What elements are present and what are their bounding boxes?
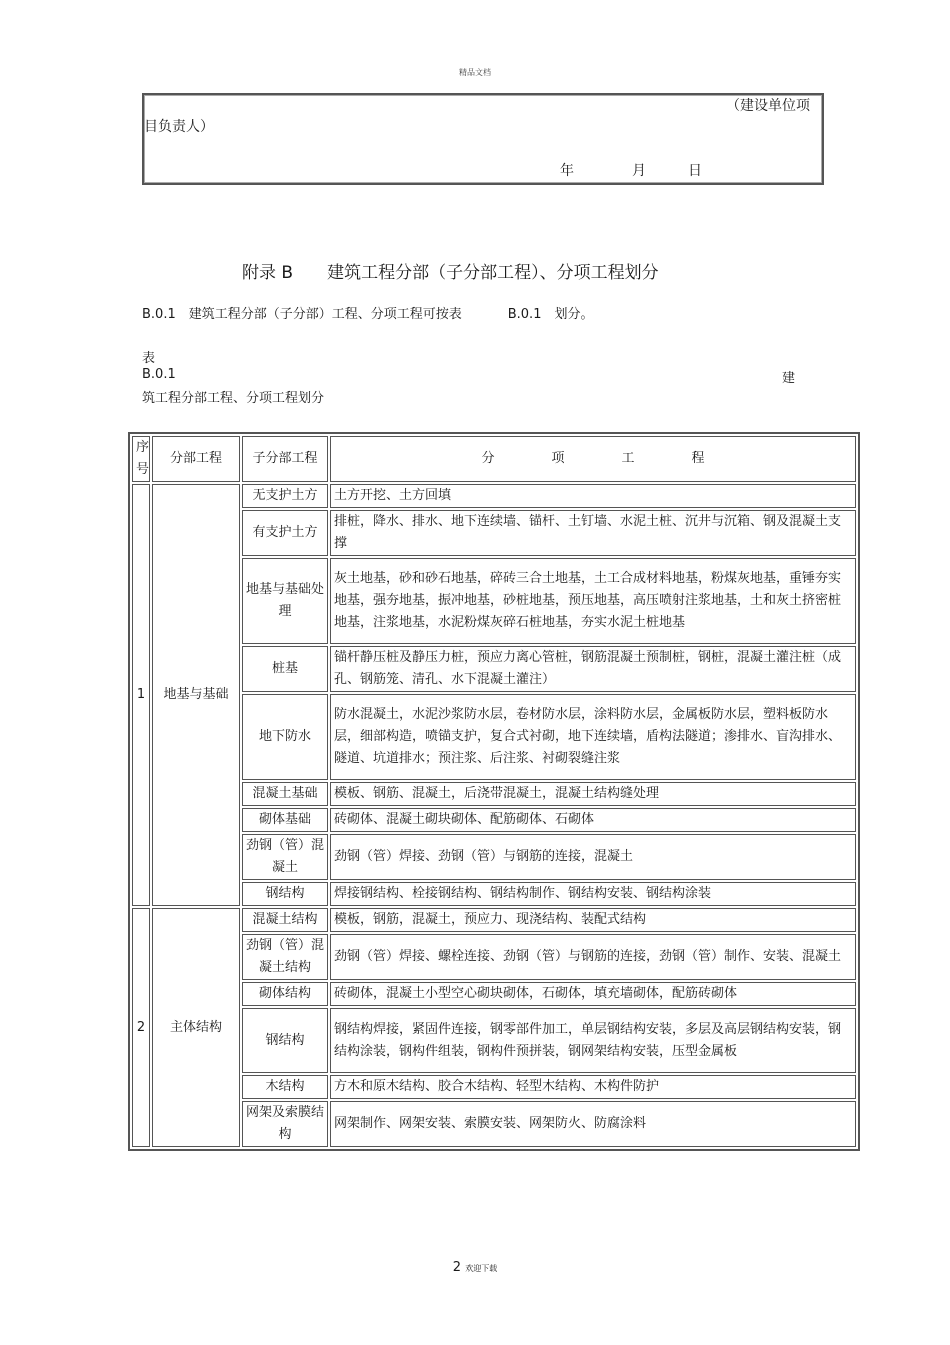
table-row: [132, 908, 856, 932]
table-caption-text: 筑工程分部工程、分项工程划分: [142, 391, 325, 406]
date-day-label: 日: [688, 163, 702, 179]
table-row: [132, 808, 856, 832]
subdivision-cell: 钢结构: [242, 882, 328, 906]
table-row: [132, 1075, 856, 1099]
subdivision-cell: 混凝土结构: [242, 908, 328, 932]
items-cell: 劲钢（管）焊接、螺栓连接、劲钢（管）与钢筋的连接，劲钢（管）制作、安装、混凝土: [330, 934, 856, 980]
subdivision-cell: 砌体结构: [242, 982, 328, 1006]
signer-label-line1: （建设单位项: [726, 98, 810, 114]
header-items-char: 项: [551, 451, 565, 466]
table-row: [132, 982, 856, 1006]
header-items-char: 分: [481, 451, 495, 466]
table-row: [132, 834, 856, 880]
items-cell: 排桩，降水、排水、地下连续墙、锚杆、土钉墙、水泥土桩、沉井与沉箱、钢及混凝土支撑: [330, 510, 856, 556]
header-items-char: 工: [621, 451, 635, 466]
subdivision-cell: 劲钢（管）混凝土: [242, 834, 328, 880]
intro-part1: B.0.1 建筑工程分部（子分部）工程、分项工程可按表: [142, 307, 462, 322]
items-cell: 模板，钢筋，混凝土，预应力、现浇结构、装配式结构: [330, 908, 856, 932]
table-caption-jian: 建: [782, 371, 796, 386]
table-row: [132, 510, 856, 556]
group-division: 地基与基础: [152, 484, 240, 906]
table-row: [132, 882, 856, 906]
items-cell: 模板、钢筋、混凝土，后浇带混凝土，混凝土结构缝处理: [330, 782, 856, 806]
header-division: 分部工程: [152, 436, 240, 482]
table-row: [132, 646, 856, 692]
items-cell: 锚杆静压桩及静压力桩，预应力离心管桩，钢筋混凝土预制桩，钢桩，混凝土灌注桩（成孔、钢筋笼、清孔、水下混凝土灌注）: [330, 646, 856, 692]
subdivision-cell: 劲钢（管）混凝土结构: [242, 934, 328, 980]
date-month-label: 月: [632, 163, 646, 179]
subdivision-cell: 砌体基础: [242, 808, 328, 832]
appendix-title-text: 建筑工程分部（子分部工程）、分项工程划分: [327, 263, 659, 283]
table-row: [132, 934, 856, 980]
subdivision-cell: 混凝土基础: [242, 782, 328, 806]
table-row: [132, 694, 856, 780]
items-cell: 灰土地基，砂和砂石地基，碎砖三合土地基，土工合成材料地基，粉煤灰地基，重锤夯实地基，强夯地基，振冲地基，砂桩地基，预压地基，高压喷射注浆地基，土和灰土挤密桩地基，注浆地基，水泥粉煤灰碎石桩地基，夯实水泥土桩地基: [330, 558, 856, 644]
header-items: [330, 436, 856, 482]
appendix-title: [242, 258, 659, 283]
footer-note: 欢迎下载: [465, 1264, 498, 1273]
items-cell: 砖砌体，混凝土小型空心砌块砌体，石砌体，填充墙砌体，配筋砖砌体: [330, 982, 856, 1006]
table-header-row: [132, 436, 856, 482]
subdivision-cell: 有支护土方: [242, 510, 328, 556]
date-year-label: 年: [560, 163, 574, 179]
header-items-char: 程: [691, 451, 705, 466]
items-cell: 钢结构焊接，紧固件连接，钢零部件加工，单层钢结构安装，多层及高层钢结构安装，钢结构涂装，钢构件组装，钢构件预拼装，钢网架结构安装，压型金属板: [330, 1008, 856, 1073]
subdivision-cell: 桩基: [242, 646, 328, 692]
group-division: 主体结构: [152, 908, 240, 1147]
table-caption-number: B.0.1: [142, 367, 176, 382]
subdivision-cell: 地下防水: [242, 694, 328, 780]
signer-label-line2: 目负责人）: [144, 119, 214, 135]
header-seq: 序号: [132, 436, 150, 482]
table-row: [132, 782, 856, 806]
appendix-prefix: 附录 B: [242, 263, 294, 283]
group-seq: 2: [132, 908, 150, 1147]
intro-paragraph: [142, 303, 593, 322]
division-table: [128, 432, 860, 1151]
subdivision-cell: 地基与基础处理: [242, 558, 328, 644]
items-cell: 防水混凝土，水泥沙浆防水层，卷材防水层，涂料防水层，金属板防水层，塑料板防水层，细部构造，喷锚支护，复合式衬砌，地下连续墙，盾构法隧道；渗排水、盲沟排水、隧道、坑道排水；预注浆、后注浆、衬砌裂缝注浆: [330, 694, 856, 780]
items-cell: 土方开挖、土方回填: [330, 484, 856, 508]
header-subdivision: 子分部工程: [242, 436, 328, 482]
page-header: 精品文档: [459, 68, 491, 77]
subdivision-cell: 木结构: [242, 1075, 328, 1099]
signature-box: [142, 93, 824, 185]
table-row: [132, 1008, 856, 1073]
table-row: [132, 1101, 856, 1147]
table-row: [132, 484, 856, 508]
items-cell: 方木和原木结构、胶合木结构、轻型木结构、木构件防护: [330, 1075, 856, 1099]
subdivision-cell: 无支护土方: [242, 484, 328, 508]
subdivision-cell: 网架及索膜结构: [242, 1101, 328, 1147]
group-seq: 1: [132, 484, 150, 906]
page-number: 2: [452, 1260, 462, 1275]
items-cell: 劲钢（管）焊接、劲钢（管）与钢筋的连接，混凝土: [330, 834, 856, 880]
items-cell: 网架制作、网架安装、索膜安装、网架防火、防腐涂料: [330, 1101, 856, 1147]
items-cell: 焊接钢结构、栓接钢结构、钢结构制作、钢结构安装、钢结构涂装: [330, 882, 856, 906]
table-caption-label: 表: [142, 351, 156, 366]
table-row: [132, 558, 856, 644]
subdivision-cell: 钢结构: [242, 1008, 328, 1073]
items-cell: 砖砌体、混凝土砌块砌体、配筋砌体、石砌体: [330, 808, 856, 832]
intro-part2: B.0.1 划分。: [507, 307, 594, 322]
page-footer: [0, 1260, 950, 1275]
